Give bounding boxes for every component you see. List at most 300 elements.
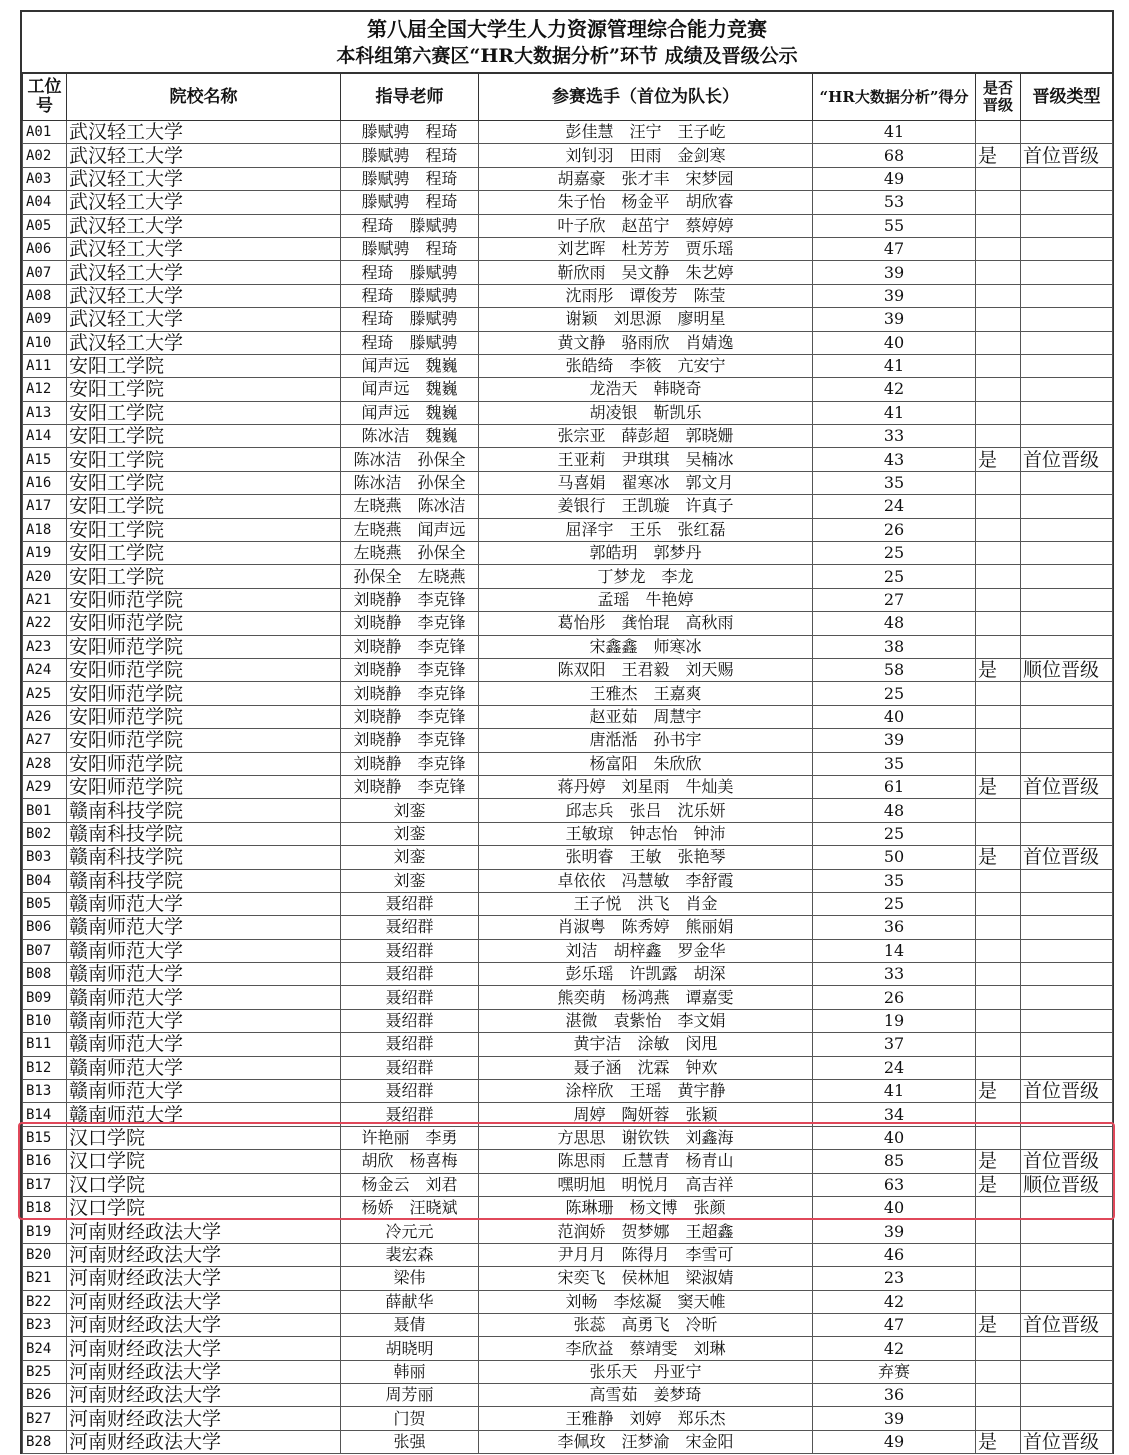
header-teacher: 指导老师 (341, 74, 479, 121)
row-teacher: 左晓燕 闻声远 (341, 518, 479, 541)
results-sheet (20, 10, 1114, 1454)
row-score: 42 (813, 1290, 976, 1313)
row-school: 武汉轻工大学 (67, 308, 341, 331)
row-promotion-type (1021, 729, 1113, 752)
row-promoted (976, 542, 1021, 565)
row-school: 河南财经政法大学 (67, 1430, 341, 1453)
row-players: 涂梓欣 王瑶 黄宇静 (479, 1080, 813, 1103)
table-row (23, 1220, 1113, 1243)
row-school: 赣南师范大学 (67, 986, 341, 1009)
table-row (23, 191, 1113, 214)
row-teacher: 张强 (341, 1430, 479, 1453)
row-score: 39 (813, 308, 976, 331)
table-row (23, 1056, 1113, 1079)
row-promoted (976, 308, 1021, 331)
table-row (23, 1267, 1113, 1290)
table-row (23, 752, 1113, 775)
header-row (23, 74, 1113, 121)
row-school: 武汉轻工大学 (67, 121, 341, 144)
row-players: 杨富阳 朱欣欣 (479, 752, 813, 775)
table-row (23, 588, 1113, 611)
row-score: 24 (813, 1056, 976, 1079)
row-players: 赵亚茹 周慧宇 (479, 705, 813, 728)
header-promoted: 是否晋级 (976, 74, 1021, 121)
row-school: 安阳师范学院 (67, 752, 341, 775)
row-school: 赣南师范大学 (67, 1080, 341, 1103)
row-id: B19 (23, 1220, 67, 1243)
table-row (23, 401, 1113, 424)
row-score: 33 (813, 425, 976, 448)
row-promoted: 是 (976, 658, 1021, 681)
header-school: 院校名称 (67, 74, 341, 121)
row-school: 赣南师范大学 (67, 939, 341, 962)
row-id: A18 (23, 518, 67, 541)
row-id: A28 (23, 752, 67, 775)
row-players: 王雅静 刘婷 郑乐杰 (479, 1407, 813, 1430)
row-promoted (976, 822, 1021, 845)
table-row (23, 1407, 1113, 1430)
table-row (23, 284, 1113, 307)
row-promoted (976, 425, 1021, 448)
row-teacher: 程琦 滕赋骋 (341, 308, 479, 331)
row-school: 安阳工学院 (67, 448, 341, 471)
row-id: A19 (23, 542, 67, 565)
table-row (23, 542, 1113, 565)
row-id: A20 (23, 565, 67, 588)
row-score: 49 (813, 1430, 976, 1453)
table-row (23, 1243, 1113, 1266)
title-block (22, 12, 1112, 73)
row-promoted: 是 (976, 846, 1021, 869)
row-score: 26 (813, 986, 976, 1009)
table-row (23, 892, 1113, 915)
page-title: 第八届全国大学生人力资源管理综合能力竞赛 (367, 17, 767, 41)
row-promotion-type (1021, 495, 1113, 518)
row-school: 河南财经政法大学 (67, 1243, 341, 1266)
table-row (23, 1009, 1113, 1032)
row-teacher: 陈冰洁 魏巍 (341, 425, 479, 448)
row-teacher: 刘晓静 李克锋 (341, 612, 479, 635)
row-players: 龙浩天 韩晓奇 (479, 378, 813, 401)
table-row (23, 1033, 1113, 1056)
row-score: 14 (813, 939, 976, 962)
row-school: 安阳师范学院 (67, 658, 341, 681)
row-id: A10 (23, 331, 67, 354)
row-promoted (976, 892, 1021, 915)
row-promotion-type (1021, 261, 1113, 284)
row-school: 赣南师范大学 (67, 1056, 341, 1079)
table-row (23, 308, 1113, 331)
row-teacher: 闻声远 魏巍 (341, 354, 479, 377)
row-school: 武汉轻工大学 (67, 144, 341, 167)
row-id: A17 (23, 495, 67, 518)
row-promotion-type (1021, 1033, 1113, 1056)
row-teacher: 刘晓静 李克锋 (341, 588, 479, 611)
row-promoted (976, 986, 1021, 1009)
row-id: A09 (23, 308, 67, 331)
row-promoted: 是 (976, 448, 1021, 471)
row-id: B05 (23, 892, 67, 915)
row-players: 王敏琼 钟志怡 钟沛 (479, 822, 813, 845)
row-promotion-type (1021, 916, 1113, 939)
table-row (23, 237, 1113, 260)
row-score: 41 (813, 401, 976, 424)
row-players: 张明睿 王敏 张艳琴 (479, 846, 813, 869)
row-promoted (976, 331, 1021, 354)
table-row (23, 658, 1113, 681)
row-id: B01 (23, 799, 67, 822)
row-score: 41 (813, 354, 976, 377)
row-promoted (976, 191, 1021, 214)
row-id: A21 (23, 588, 67, 611)
row-promotion-type (1021, 1337, 1113, 1360)
row-promotion-type (1021, 705, 1113, 728)
table-row (23, 1103, 1113, 1126)
row-players: 陈琳珊 杨文博 张颜 (479, 1196, 813, 1219)
row-teacher: 聂绍群 (341, 1033, 479, 1056)
row-score: 39 (813, 284, 976, 307)
row-teacher: 刘晓静 李克锋 (341, 729, 479, 752)
table-row (23, 1196, 1113, 1219)
row-score: 25 (813, 822, 976, 845)
row-players: 王亚莉 尹琪琪 吴楠冰 (479, 448, 813, 471)
table-row (23, 1126, 1113, 1149)
row-promotion-type (1021, 401, 1113, 424)
row-teacher: 刘晓静 李克锋 (341, 682, 479, 705)
row-id: A14 (23, 425, 67, 448)
row-score: 49 (813, 167, 976, 190)
row-score: 39 (813, 261, 976, 284)
row-id: A24 (23, 658, 67, 681)
row-promotion-type (1021, 214, 1113, 237)
row-players: 张乐天 丹亚宁 (479, 1360, 813, 1383)
row-score: 39 (813, 1407, 976, 1430)
row-promoted (976, 705, 1021, 728)
row-score: 37 (813, 1033, 976, 1056)
row-teacher: 刘銮 (341, 846, 479, 869)
row-id: B18 (23, 1196, 67, 1219)
row-school: 河南财经政法大学 (67, 1290, 341, 1313)
row-teacher: 门贺 (341, 1407, 479, 1430)
row-promoted: 是 (976, 1313, 1021, 1336)
row-promotion-type (1021, 986, 1113, 1009)
row-id: A08 (23, 284, 67, 307)
row-promoted (976, 939, 1021, 962)
row-teacher: 程琦 滕赋骋 (341, 261, 479, 284)
row-school: 河南财经政法大学 (67, 1220, 341, 1243)
row-teacher: 聂绍群 (341, 916, 479, 939)
row-promotion-type: 首位晋级 (1021, 448, 1113, 471)
row-school: 汉口学院 (67, 1150, 341, 1173)
table-row (23, 1173, 1113, 1196)
row-promoted (976, 495, 1021, 518)
row-score: 46 (813, 1243, 976, 1266)
row-players: 彭乐瑶 许凯露 胡深 (479, 963, 813, 986)
row-promotion-type (1021, 1196, 1113, 1219)
row-school: 安阳工学院 (67, 425, 341, 448)
table-row (23, 799, 1113, 822)
table-row (23, 1337, 1113, 1360)
row-players: 高雪茹 姜梦琦 (479, 1384, 813, 1407)
row-id: B07 (23, 939, 67, 962)
row-school: 安阳师范学院 (67, 729, 341, 752)
row-school: 安阳工学院 (67, 495, 341, 518)
row-score: 40 (813, 1126, 976, 1149)
row-teacher: 聂绍群 (341, 986, 479, 1009)
row-score: 33 (813, 963, 976, 986)
row-id: B04 (23, 869, 67, 892)
row-promotion-type (1021, 1360, 1113, 1383)
table-row (23, 495, 1113, 518)
row-promotion-type (1021, 869, 1113, 892)
row-teacher: 刘晓静 李克锋 (341, 775, 479, 798)
row-teacher: 程琦 滕赋骋 (341, 331, 479, 354)
row-promotion-type (1021, 588, 1113, 611)
row-school: 河南财经政法大学 (67, 1313, 341, 1336)
table-row (23, 1430, 1113, 1453)
row-id: B14 (23, 1103, 67, 1126)
row-teacher: 聂绍群 (341, 1103, 479, 1126)
row-promoted (976, 354, 1021, 377)
row-score: 36 (813, 916, 976, 939)
row-promoted (976, 799, 1021, 822)
row-promoted (976, 1220, 1021, 1243)
row-promoted (976, 869, 1021, 892)
row-teacher: 左晓燕 孙保全 (341, 542, 479, 565)
row-school: 赣南师范大学 (67, 892, 341, 915)
row-teacher: 滕赋骋 程琦 (341, 237, 479, 260)
table-row (23, 261, 1113, 284)
row-score: 24 (813, 495, 976, 518)
row-teacher: 刘晓静 李克锋 (341, 635, 479, 658)
row-players: 胡嘉豪 张才丰 宋梦园 (479, 167, 813, 190)
row-promotion-type (1021, 939, 1113, 962)
row-teacher: 刘晓静 李克锋 (341, 752, 479, 775)
row-promotion-type (1021, 612, 1113, 635)
table-row (23, 378, 1113, 401)
row-promoted (976, 1009, 1021, 1032)
row-id: A04 (23, 191, 67, 214)
row-players: 李欣益 蔡靖雯 刘琳 (479, 1337, 813, 1360)
row-score: 34 (813, 1103, 976, 1126)
row-teacher: 陈冰洁 孙保全 (341, 471, 479, 494)
row-school: 武汉轻工大学 (67, 284, 341, 307)
row-teacher: 聂绍群 (341, 1080, 479, 1103)
row-school: 安阳工学院 (67, 378, 341, 401)
row-promotion-type (1021, 635, 1113, 658)
row-teacher: 胡晓明 (341, 1337, 479, 1360)
row-promotion-type (1021, 892, 1113, 915)
row-teacher: 闻声远 魏巍 (341, 378, 479, 401)
row-school: 赣南师范大学 (67, 916, 341, 939)
row-id: A01 (23, 121, 67, 144)
row-promotion-type: 首位晋级 (1021, 1313, 1113, 1336)
table-row (23, 729, 1113, 752)
table-row (23, 939, 1113, 962)
row-school: 赣南科技学院 (67, 846, 341, 869)
row-promoted (976, 401, 1021, 424)
row-teacher: 薛献华 (341, 1290, 479, 1313)
row-players: 嘿明旭 明悦月 高吉祥 (479, 1173, 813, 1196)
row-score: 19 (813, 1009, 976, 1032)
row-teacher: 冷元元 (341, 1220, 479, 1243)
row-score: 35 (813, 752, 976, 775)
row-id: A26 (23, 705, 67, 728)
row-teacher: 聂绍群 (341, 1056, 479, 1079)
row-school: 河南财经政法大学 (67, 1360, 341, 1383)
row-promotion-type (1021, 822, 1113, 845)
row-score: 25 (813, 682, 976, 705)
row-promoted (976, 518, 1021, 541)
row-score: 47 (813, 237, 976, 260)
row-score: 40 (813, 705, 976, 728)
row-id: A22 (23, 612, 67, 635)
row-promoted (976, 635, 1021, 658)
row-score: 27 (813, 588, 976, 611)
row-promotion-type (1021, 191, 1113, 214)
table-row (23, 167, 1113, 190)
page-subtitle: 本科组第六赛区“HR大数据分析”环节 成绩及晋级公示 (336, 45, 798, 67)
row-promoted (976, 378, 1021, 401)
row-players: 朱子怡 杨金平 胡欣睿 (479, 191, 813, 214)
table-row (23, 869, 1113, 892)
row-players: 方思思 谢钦铁 刘鑫海 (479, 1126, 813, 1149)
row-score: 35 (813, 471, 976, 494)
row-school: 安阳工学院 (67, 354, 341, 377)
header-id: 工位号 (23, 74, 67, 121)
row-players: 尹月月 陈得月 李雪可 (479, 1243, 813, 1266)
row-promoted (976, 1196, 1021, 1219)
row-promotion-type (1021, 1267, 1113, 1290)
table-row (23, 775, 1113, 798)
row-players: 王子悦 洪飞 肖金 (479, 892, 813, 915)
row-promotion-type (1021, 542, 1113, 565)
row-promotion-type (1021, 121, 1113, 144)
row-teacher: 滕赋骋 程琦 (341, 191, 479, 214)
row-id: A11 (23, 354, 67, 377)
row-promoted (976, 1360, 1021, 1383)
table-row (23, 214, 1113, 237)
row-players: 沈雨彤 谭俊芳 陈莹 (479, 284, 813, 307)
row-score: 25 (813, 892, 976, 915)
row-id: B17 (23, 1173, 67, 1196)
row-score: 25 (813, 565, 976, 588)
row-teacher: 聂倩 (341, 1313, 479, 1336)
row-players: 陈双阳 王君毅 刘天赐 (479, 658, 813, 681)
row-score: 68 (813, 144, 976, 167)
row-school: 武汉轻工大学 (67, 261, 341, 284)
row-promoted (976, 1033, 1021, 1056)
row-promoted (976, 963, 1021, 986)
row-id: B12 (23, 1056, 67, 1079)
row-players: 宋鑫鑫 师寒冰 (479, 635, 813, 658)
row-school: 河南财经政法大学 (67, 1267, 341, 1290)
row-promoted (976, 565, 1021, 588)
row-promotion-type (1021, 378, 1113, 401)
row-players: 张蕊 高勇飞 冷昕 (479, 1313, 813, 1336)
row-id: B02 (23, 822, 67, 845)
row-promoted (976, 612, 1021, 635)
row-promotion-type (1021, 284, 1113, 307)
row-id: A05 (23, 214, 67, 237)
row-players: 丁梦龙 李龙 (479, 565, 813, 588)
row-id: A03 (23, 167, 67, 190)
row-id: B13 (23, 1080, 67, 1103)
row-school: 安阳工学院 (67, 565, 341, 588)
row-promoted: 是 (976, 1173, 1021, 1196)
row-players: 刘洁 胡梓鑫 罗金华 (479, 939, 813, 962)
row-promoted (976, 1126, 1021, 1149)
row-promoted (976, 1290, 1021, 1313)
row-teacher: 聂绍群 (341, 939, 479, 962)
table-row (23, 986, 1113, 1009)
row-promotion-type: 首位晋级 (1021, 144, 1113, 167)
row-promotion-type: 首位晋级 (1021, 1430, 1113, 1453)
row-id: A25 (23, 682, 67, 705)
row-promotion-type (1021, 963, 1113, 986)
row-school: 赣南师范大学 (67, 963, 341, 986)
row-id: B28 (23, 1430, 67, 1453)
row-promotion-type: 首位晋级 (1021, 1150, 1113, 1173)
row-players: 郭皓玥 郭梦丹 (479, 542, 813, 565)
row-score: 47 (813, 1313, 976, 1336)
row-school: 安阳师范学院 (67, 775, 341, 798)
row-school: 汉口学院 (67, 1173, 341, 1196)
row-school: 武汉轻工大学 (67, 191, 341, 214)
row-id: A23 (23, 635, 67, 658)
row-promotion-type (1021, 682, 1113, 705)
row-school: 安阳师范学院 (67, 588, 341, 611)
row-id: A02 (23, 144, 67, 167)
row-promotion-type: 首位晋级 (1021, 846, 1113, 869)
row-promoted (976, 237, 1021, 260)
row-players: 胡凌银 靳凯乐 (479, 401, 813, 424)
row-promotion-type (1021, 1407, 1113, 1430)
row-school: 武汉轻工大学 (67, 167, 341, 190)
row-players: 蒋丹婷 刘星雨 牛灿美 (479, 775, 813, 798)
row-teacher: 周芳丽 (341, 1384, 479, 1407)
row-teacher: 刘晓静 李克锋 (341, 705, 479, 728)
table-row (23, 1360, 1113, 1383)
row-players: 邱志兵 张吕 沈乐妍 (479, 799, 813, 822)
row-school: 安阳工学院 (67, 518, 341, 541)
row-promotion-type (1021, 1009, 1113, 1032)
row-players: 王雅杰 王嘉爽 (479, 682, 813, 705)
row-id: A27 (23, 729, 67, 752)
row-id: A15 (23, 448, 67, 471)
row-players: 刘艺晖 杜芳芳 贾乐瑶 (479, 237, 813, 260)
row-promoted: 是 (976, 144, 1021, 167)
row-players: 孟瑶 牛艳婷 (479, 588, 813, 611)
row-players: 葛怡彤 龚怡琨 高秋雨 (479, 612, 813, 635)
row-id: A12 (23, 378, 67, 401)
row-promoted (976, 729, 1021, 752)
table-row (23, 1080, 1113, 1103)
table-row (23, 121, 1113, 144)
row-players: 宋奕飞 侯林旭 梁淑婧 (479, 1267, 813, 1290)
table-row (23, 822, 1113, 845)
row-teacher: 杨娇 汪晓斌 (341, 1196, 479, 1219)
row-promotion-type (1021, 565, 1113, 588)
row-score: 35 (813, 869, 976, 892)
row-score: 42 (813, 1337, 976, 1360)
row-id: B09 (23, 986, 67, 1009)
row-teacher: 刘銮 (341, 869, 479, 892)
row-promotion-type (1021, 308, 1113, 331)
row-id: B23 (23, 1313, 67, 1336)
table-row (23, 565, 1113, 588)
row-teacher: 滕赋骋 程琦 (341, 144, 479, 167)
